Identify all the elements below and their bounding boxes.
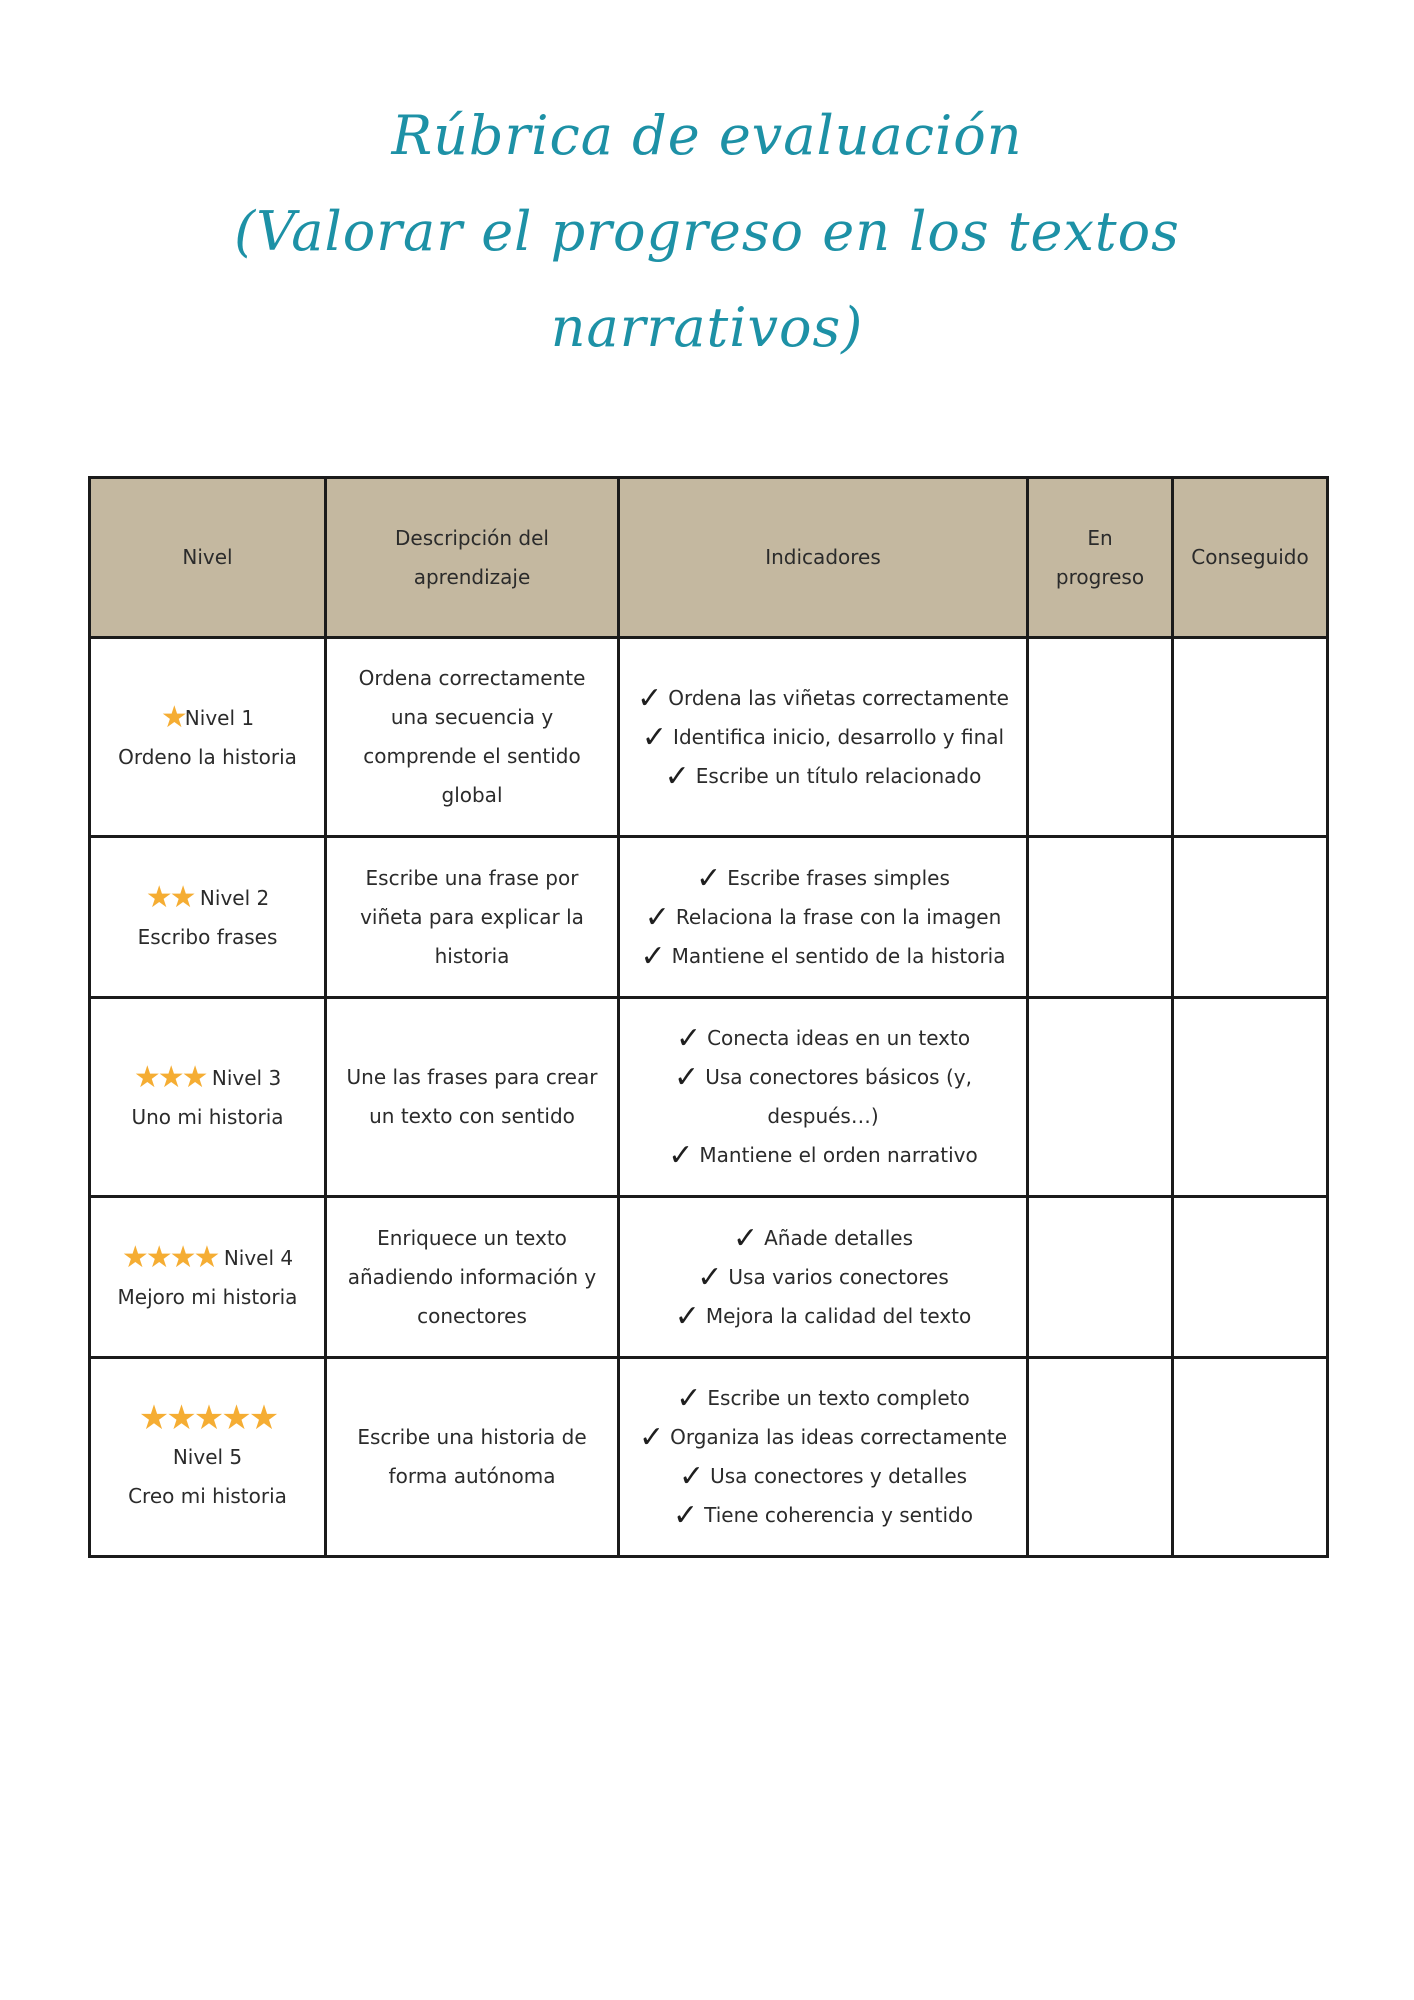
level-cell — [90, 998, 326, 1197]
description-cell: Une las frases para crear un texto con sentido — [326, 998, 619, 1197]
checkmark-icon: ✓ — [668, 1138, 694, 1173]
indicator-item — [634, 1297, 1012, 1336]
level-cell — [90, 837, 326, 998]
indicator-item — [634, 1019, 1012, 1058]
header-en-progreso: En progreso — [1028, 478, 1173, 638]
indicator-item — [634, 1258, 1012, 1297]
indicator-text: Mejora la calidad del texto — [705, 1303, 972, 1328]
indicator-text: Escribe un título relacionado — [695, 763, 982, 788]
en-progreso-cell[interactable] — [1028, 638, 1173, 837]
level-heading — [105, 1238, 310, 1278]
indicator-item — [634, 1219, 1012, 1258]
level-name: Uno mi historia — [131, 1104, 284, 1129]
header-descripcion: Descripción del aprendizaje — [326, 478, 619, 638]
checkmark-icon: ✓ — [640, 938, 666, 974]
level-name: Ordeno la historia — [118, 744, 297, 769]
header-row — [90, 478, 1328, 638]
indicator-item — [634, 1496, 1012, 1535]
en-progreso-cell[interactable] — [1028, 1197, 1173, 1358]
indicators-cell — [619, 998, 1028, 1197]
conseguido-cell[interactable] — [1173, 1197, 1328, 1358]
star-rating-icon: ★★★★★ — [138, 1398, 277, 1438]
indicator-text: Escribe frases simples — [727, 865, 950, 890]
header-indicadores: Indicadores — [619, 478, 1028, 638]
table-row — [90, 638, 1328, 837]
description-cell: Escribe una historia de forma autónoma — [326, 1358, 619, 1557]
indicator-item — [634, 1058, 1012, 1136]
checkmark-icon: ✓ — [675, 1021, 702, 1056]
indicator-text: Relaciona la frase con la imagen — [675, 904, 1002, 929]
indicator-text: Mantiene el orden narrativo — [699, 1143, 978, 1167]
title-line-2: (Valorar el progreso en los textos — [234, 200, 1180, 263]
checkmark-icon: ✓ — [676, 1381, 702, 1416]
indicator-text: Añade detalles — [764, 1225, 914, 1250]
indicator-item — [634, 898, 1012, 937]
conseguido-cell[interactable] — [1173, 998, 1328, 1197]
indicators-cell — [619, 638, 1028, 837]
checkmark-icon: ✓ — [644, 899, 670, 935]
level-number: Nivel 2 — [199, 885, 270, 910]
level-name: Escribo frases — [137, 924, 278, 949]
indicator-item — [634, 859, 1012, 898]
indicator-text: Tiene coherencia y sentido — [704, 1503, 973, 1527]
checkmark-icon: ✓ — [732, 1220, 759, 1256]
level-heading — [105, 1058, 310, 1098]
indicator-item — [634, 679, 1012, 718]
level-cell — [90, 638, 326, 837]
indicator-text: Ordena las viñetas correctamente — [668, 685, 1009, 710]
conseguido-cell[interactable] — [1173, 837, 1328, 998]
en-progreso-cell[interactable] — [1028, 1358, 1173, 1557]
star-rating-icon: ★ — [160, 699, 185, 735]
level-number: Nivel 4 — [223, 1245, 294, 1270]
indicator-text: Usa conectores y detalles — [710, 1464, 968, 1488]
table-row — [90, 837, 1328, 998]
indicators-cell — [619, 1358, 1028, 1557]
indicators-cell — [619, 1197, 1028, 1358]
indicator-item — [634, 937, 1012, 976]
level-number: Nivel 5 — [172, 1445, 243, 1469]
header-conseguido: Conseguido — [1173, 478, 1328, 638]
checkmark-icon: ✓ — [638, 1420, 665, 1455]
checkmark-icon: ✓ — [696, 860, 722, 896]
checkmark-icon: ✓ — [697, 1259, 723, 1295]
star-rating-icon: ★★★★ — [121, 1239, 218, 1275]
level-number: Nivel 1 — [184, 705, 255, 730]
checkmark-icon: ✓ — [664, 758, 690, 794]
header-nivel: Nivel — [90, 478, 326, 638]
description-cell: Ordena correctamente una secuencia y comprende el sentido global — [326, 638, 619, 837]
checkmark-icon: ✓ — [672, 1498, 699, 1533]
title-line-3: narrativos) — [550, 296, 864, 359]
title-line-1: Rúbrica de evaluación — [391, 104, 1023, 167]
description-cell: Enriquece un texto añadiendo información y conectores — [326, 1197, 619, 1358]
level-number: Nivel 3 — [211, 1065, 282, 1090]
conseguido-cell[interactable] — [1173, 1358, 1328, 1557]
indicator-item — [634, 1379, 1012, 1418]
level-heading — [105, 878, 310, 918]
checkmark-icon: ✓ — [678, 1459, 705, 1494]
indicator-text: Organiza las ideas correctamente — [670, 1425, 1008, 1449]
indicator-text: Escribe un texto completo — [707, 1386, 970, 1410]
indicator-item — [634, 1418, 1012, 1457]
en-progreso-cell[interactable] — [1028, 998, 1173, 1197]
checkmark-icon: ✓ — [641, 719, 668, 755]
level-name: Mejoro mi historia — [117, 1284, 298, 1309]
star-rating-icon: ★★ — [145, 879, 194, 915]
level-heading — [105, 698, 310, 738]
indicator-text: Usa varios conectores — [728, 1264, 949, 1289]
table-row — [90, 1358, 1328, 1557]
checkmark-icon: ✓ — [674, 1298, 700, 1334]
indicator-text: Mantiene el sentido de la historia — [671, 943, 1006, 968]
star-rating-icon: ★★★ — [133, 1059, 206, 1095]
checkmark-icon: ✓ — [674, 1060, 700, 1095]
rubric-table — [88, 476, 1329, 1558]
level-cell — [90, 1197, 326, 1358]
indicators-cell — [619, 837, 1028, 998]
page-title — [0, 88, 1414, 376]
indicator-item — [634, 1136, 1012, 1175]
conseguido-cell[interactable] — [1173, 638, 1328, 837]
en-progreso-cell[interactable] — [1028, 837, 1173, 998]
checkmark-icon: ✓ — [637, 680, 663, 716]
indicator-item — [634, 757, 1012, 796]
indicator-text: Identifica inicio, desarrollo y final — [673, 724, 1005, 749]
description-cell: Escribe una frase por viñeta para explicar la historia — [326, 837, 619, 998]
level-cell — [90, 1358, 326, 1557]
table-row — [90, 998, 1328, 1197]
indicator-item — [634, 718, 1012, 757]
indicator-item — [634, 1457, 1012, 1496]
indicator-text: Usa conectores básicos (y, después…) — [705, 1065, 972, 1128]
level-name: Creo mi historia — [128, 1484, 287, 1508]
indicator-text: Conecta ideas en un texto — [707, 1026, 971, 1050]
table-row — [90, 1197, 1328, 1358]
